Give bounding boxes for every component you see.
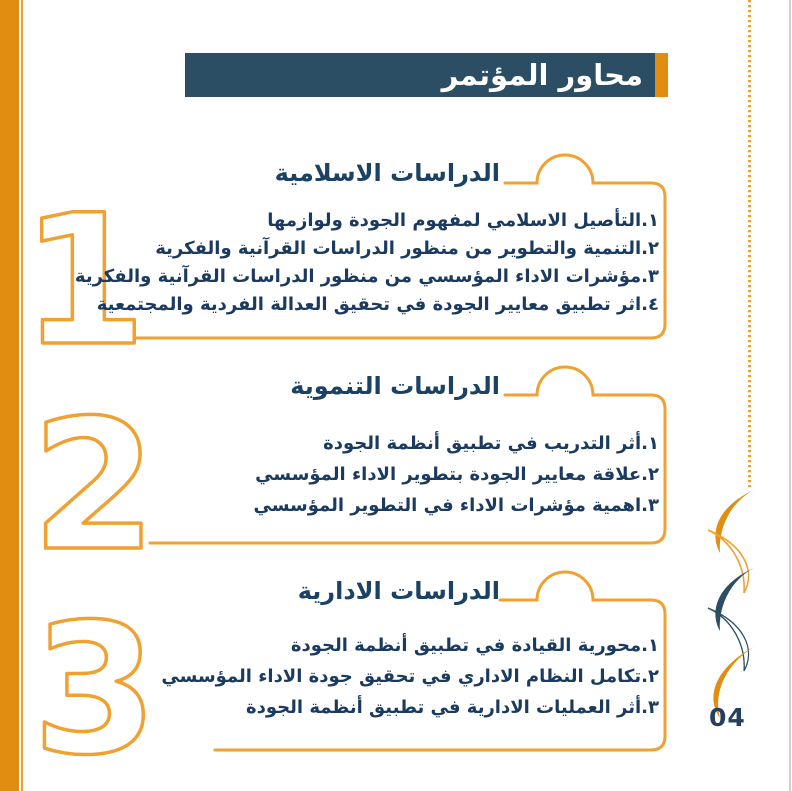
page-header	[185, 53, 668, 97]
header-bar	[185, 53, 655, 97]
section1-big-number: 1	[21, 177, 147, 355]
list-item: ١.التأصيل الاسلامي لمفهوم الجودة ولوازمها	[267, 210, 659, 231]
section-islamic-studies	[0, 140, 792, 355]
ribbon-segment-navy-outline	[708, 608, 749, 671]
list-item: ٢.علاقة معايير الجودة بتطوير الاداء المؤسسي	[255, 464, 659, 485]
list-item: ٤.اثر تطبيق معايير الجودة في تحقيق العدالة الفردية والمجتمعية	[96, 294, 659, 315]
section2-items	[254, 428, 659, 521]
list-item: ١.محورية القيادة في تطبيق أنظمة الجودة	[290, 635, 659, 656]
list-item: ٢.التنمية والتطوير من منظور الدراسات القرآنية والفكرية	[155, 238, 659, 259]
section-administrative-studies	[0, 555, 792, 767]
section1-items	[75, 207, 659, 319]
section3-big-number: 3	[32, 586, 158, 767]
section3-items	[161, 630, 659, 723]
section2-big-number: 2	[31, 382, 157, 560]
section-development-studies	[0, 350, 792, 560]
page-title: محاور المؤتمر	[441, 58, 643, 92]
section3-title: الدراسات الادارية	[297, 577, 500, 605]
list-item: ٣.اهمية مؤشرات الاداء في التطوير المؤسسي	[253, 495, 659, 516]
section1-title: الدراسات الاسلامية	[274, 159, 500, 187]
list-item: ١.أثر التدريب في تطبيق أنظمة الجودة	[323, 433, 659, 454]
ribbon-segment-orange-fill-top	[715, 490, 754, 553]
header-orange-cap	[655, 53, 668, 97]
helix-ribbon-decoration	[704, 487, 758, 719]
list-item: ٣.أثر العمليات الادارية في تطبيق أنظمة الجودة	[246, 697, 659, 718]
list-item: ٣.مؤشرات الاداء المؤسسي من منظور الدراسات القرآنية والفكرية	[74, 266, 659, 287]
ribbon-segment-orange-outline	[708, 530, 749, 593]
section2-title: الدراسات التنموية	[290, 372, 500, 400]
list-item: ٢.تكامل النظام الاداري في تحقيق جودة الاداء المؤسسي	[161, 666, 659, 687]
page-number: 04	[709, 703, 746, 732]
